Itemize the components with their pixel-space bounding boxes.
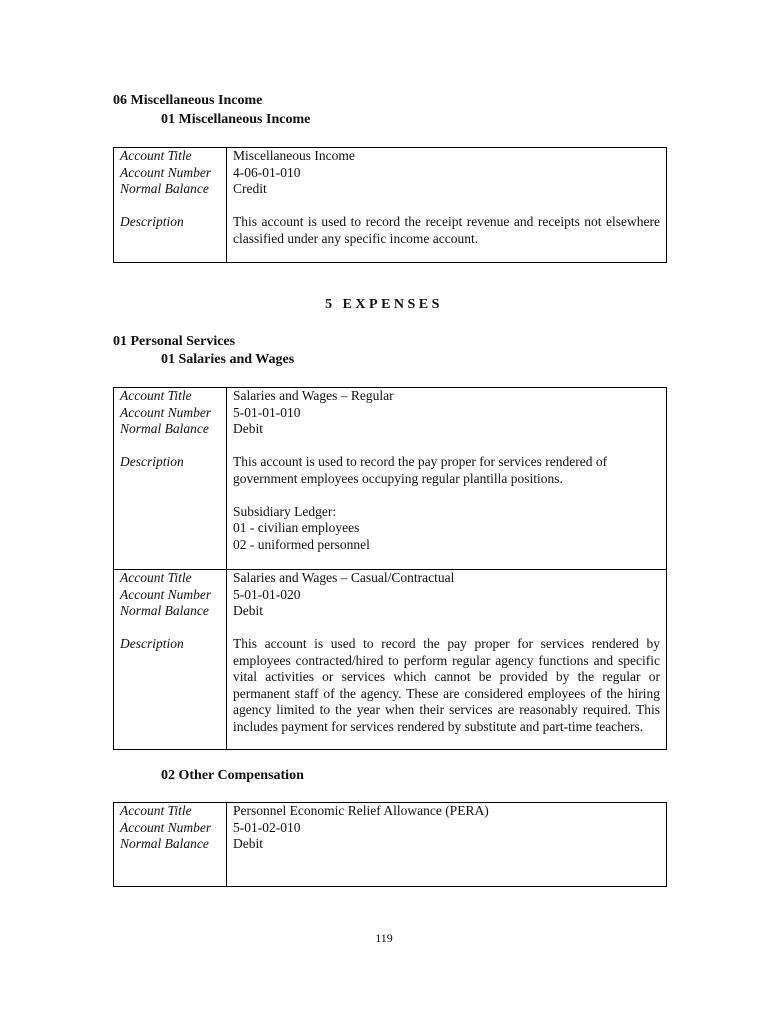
label-column [114, 803, 227, 886]
normal-balance: Debit [233, 421, 263, 436]
value-column [227, 803, 666, 886]
page-number: 119 [375, 931, 393, 945]
label-description: Description [120, 454, 184, 469]
account-description: This account is used to record the pay proper for services rendered of government employees occupying regular plantilla positions. [233, 454, 608, 486]
account-entry-pera [114, 803, 666, 886]
normal-balance: Debit [233, 603, 263, 618]
subsidiary-ledger-item: 01 - civilian employees [233, 520, 360, 535]
account-title: Miscellaneous Income [233, 148, 355, 163]
label-normal-balance: Normal Balance [120, 421, 209, 436]
account-number: 5-01-01-010 [233, 404, 301, 420]
subsection-heading: 01 Miscellaneous Income [161, 112, 311, 127]
label-normal-balance: Normal Balance [120, 603, 209, 618]
label-account-number: Account Number [120, 164, 212, 180]
account-title: Salaries and Wages – Casual/Contractual [233, 570, 455, 585]
account-entry [114, 148, 666, 262]
subsidiary-ledger-title: Subsidiary Ledger: [233, 503, 337, 519]
label-account-title: Account Title [120, 388, 192, 403]
account-table-misc-income [113, 147, 667, 263]
account-table-other-compensation [113, 802, 667, 887]
section-heading: 01 Personal Services [113, 334, 236, 349]
normal-balance: Debit [233, 836, 263, 851]
label-account-number: Account Number [120, 586, 212, 602]
label-column [114, 570, 227, 749]
account-title: Personnel Economic Relief Allowance (PERA) [233, 803, 489, 818]
label-description: Description [120, 636, 184, 651]
expenses-section-title: 5 EXPENSES [325, 297, 443, 312]
account-description: This account is used to record the pay proper for services rendered by employees contracted/hired to perform regular agency functions and specific vital activities or services which cannot be provided by the regular or permanent staff of the agency. These are considered employees of the hiring agency limited to the year when their services are reasonably required. This includes payment for services rendered by substitute and part-time teachers. [233, 636, 660, 734]
subsection-heading: 02 Other Compensation [161, 768, 304, 783]
label-account-title: Account Title [120, 148, 192, 163]
section-heading: 06 Miscellaneous Income [113, 93, 263, 108]
value-column [227, 148, 666, 262]
label-normal-balance: Normal Balance [120, 836, 209, 851]
value-column [227, 388, 666, 569]
account-number: 4-06-01-010 [233, 164, 301, 180]
subsection-heading: 01 Salaries and Wages [161, 352, 295, 367]
label-normal-balance: Normal Balance [120, 181, 209, 196]
label-account-number: Account Number [120, 819, 212, 835]
account-number: 5-01-02-010 [233, 819, 301, 835]
label-column [114, 148, 227, 262]
label-account-title: Account Title [120, 570, 192, 585]
account-number: 5-01-01-020 [233, 586, 301, 602]
label-account-title: Account Title [120, 803, 192, 818]
subsidiary-ledger-item: 02 - uniformed personnel [233, 536, 370, 552]
account-table-salaries-wages [113, 387, 667, 750]
label-account-number: Account Number [120, 404, 212, 420]
account-entry-regular [114, 388, 666, 569]
account-entry-casual [114, 569, 666, 749]
label-column [114, 388, 227, 569]
normal-balance: Credit [233, 181, 267, 196]
label-description: Description [120, 214, 184, 229]
account-description: This account is used to record the receipt revenue and receipts not elsewhere classified under any specific income account. [233, 214, 660, 246]
value-column [227, 570, 666, 749]
account-title: Salaries and Wages – Regular [233, 388, 394, 403]
